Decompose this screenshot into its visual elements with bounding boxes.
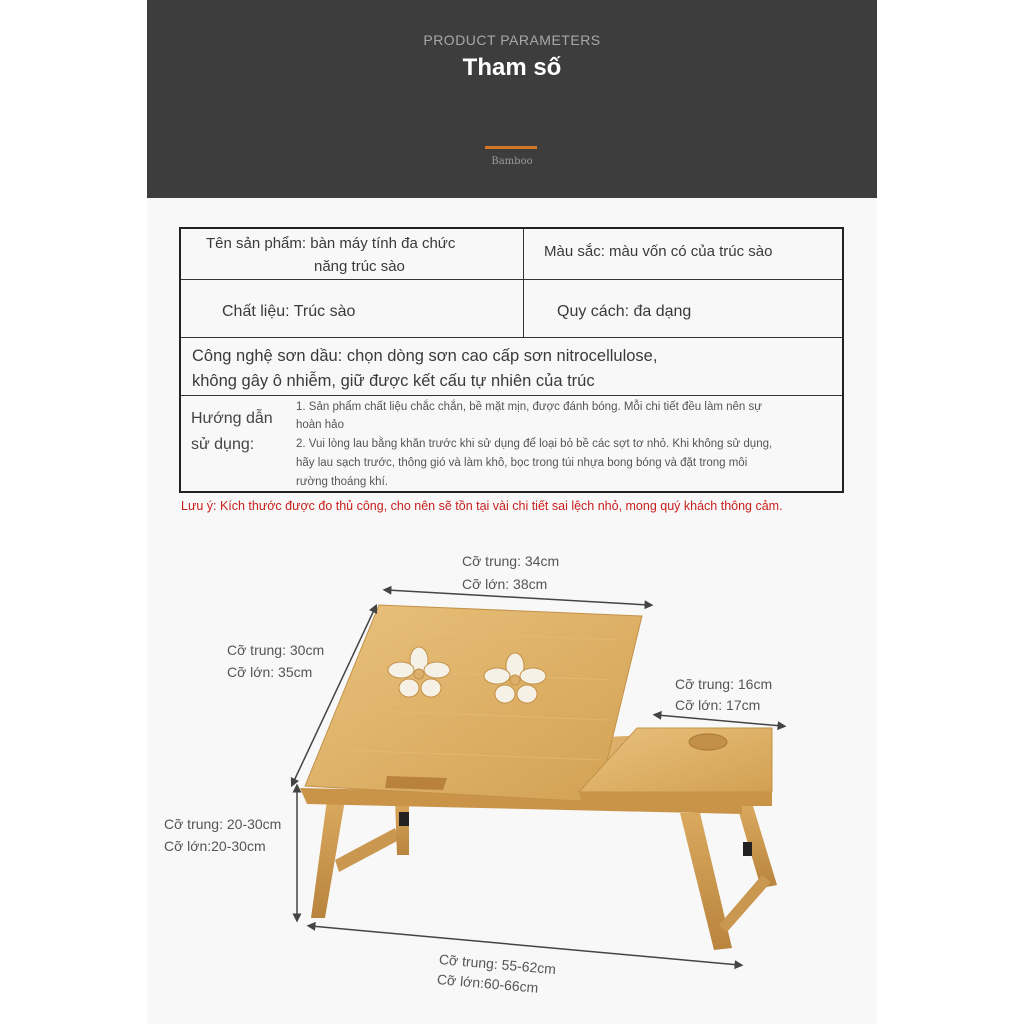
usage-label: Hướng dẫn <box>191 410 273 427</box>
dim-length-medium: Cỡ trung: 55-62cm <box>438 950 557 978</box>
table-legs <box>311 800 777 950</box>
dim-height-large: Cỡ lớn:20-30cm <box>164 838 266 854</box>
dim-depth-medium: Cỡ trung: 30cm <box>227 642 325 658</box>
product-size: Quy cách: đa dạng <box>557 303 692 320</box>
cup-holder <box>689 734 727 750</box>
table-row-divider <box>181 337 842 338</box>
dim-shelf-medium: Cỡ trung: 16cm <box>675 676 773 692</box>
product-name-label: Tên sản phẩm: bàn máy tính đa chức <box>206 235 456 252</box>
header-banner <box>147 0 877 198</box>
paint-tech-line1: Công nghệ sơn dầu: chọn dòng sơn cao cấp sơn nitrocellulose, <box>192 347 658 365</box>
paint-tech-line2: không gây ô nhiễm, giữ được kết cấu tự nhiên của trúc <box>192 372 595 390</box>
table-col-divider <box>523 229 524 337</box>
dim-width-large: Cỡ lớn: 38cm <box>462 576 548 592</box>
dim-length-large: Cỡ lớn:60-66cm <box>436 970 539 996</box>
usage-line: 2. Vui lòng lau bằng khăn trước khi sử dụng để loại bỏ bề các sợt tơ nhỏ. Khi không sử dụng, <box>296 438 773 450</box>
accent-divider <box>485 146 537 149</box>
usage-line: hãy lau sạch trước, thông gió và làm khô, bọc trong túi nhựa bong bóng và đặt trong môi <box>296 457 748 469</box>
dim-height-medium: Cỡ trung: 20-30cm <box>164 816 282 832</box>
usage-line: hoàn hảo <box>296 419 344 431</box>
dim-shelf-large: Cỡ lớn: 17cm <box>675 697 761 713</box>
product-color: Màu sắc: màu vốn có của trúc sào <box>544 243 773 260</box>
usage-line: 1. Sản phẩm chất liệu chắc chắn, bề mặt mịn, được đánh bóng. Mỗi chi tiết đều làm nên sự <box>296 401 762 413</box>
spec-table <box>179 227 844 493</box>
table-row-divider <box>181 279 842 280</box>
dim-depth-large: Cỡ lớn: 35cm <box>227 664 313 680</box>
usage-label-cont: sử dụng: <box>191 436 255 453</box>
tilting-tabletop <box>305 605 642 802</box>
usage-line: rường thoáng khí. <box>296 476 388 488</box>
book-stopper <box>385 776 447 790</box>
measurement-note: Lưu ý: Kích thước được đo thủ công, cho nên sẽ tồn tại vài chi tiết sai lệch nhỏ, mong quý khách thông cảm. <box>181 499 783 513</box>
product-name-cont: năng trúc sào <box>314 258 405 275</box>
product-material: Chất liệu: Trúc sào <box>222 303 356 320</box>
bamboo-laptop-table-illustration <box>147 530 877 1024</box>
dim-width-medium: Cỡ trung: 34cm <box>462 553 560 569</box>
material-tag: Bamboo <box>491 156 533 167</box>
table-row-divider <box>181 395 842 396</box>
page-title: Tham số <box>462 54 562 81</box>
header-subtitle: PRODUCT PARAMETERS <box>423 32 601 48</box>
